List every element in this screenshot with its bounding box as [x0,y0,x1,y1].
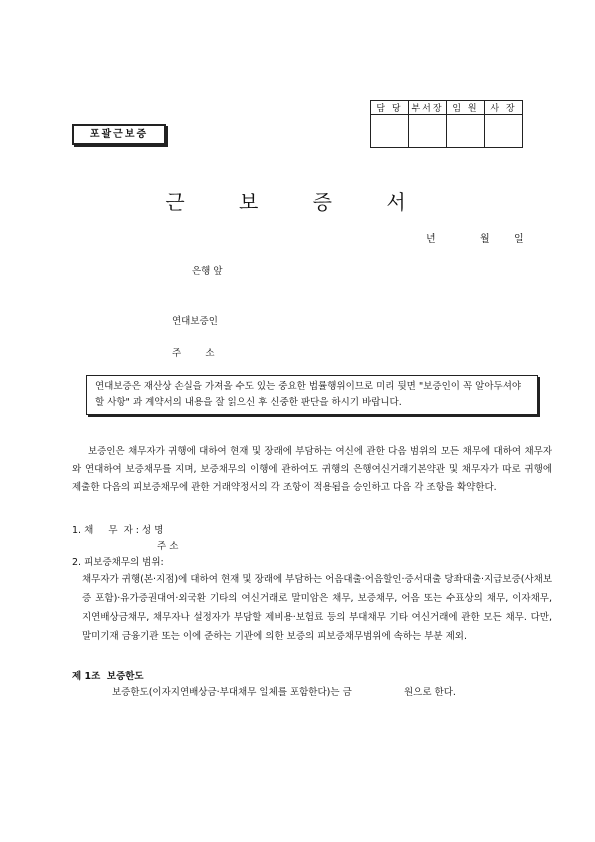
article1-text-after: 원으로 한다. [404,687,456,698]
approval-table [370,100,523,148]
approval-header-staff: 담 당 [371,101,409,115]
bank-addressee: 은행 앞 [192,266,223,277]
item2-label: 2. 피보증채무의 범위: [72,557,164,568]
date-day-label: 일 [514,234,524,245]
approval-sign-president[interactable] [485,115,523,148]
guarantor-label: 연대보증인 [172,316,218,327]
approval-sign-executive[interactable] [447,115,485,148]
approval-sign-manager[interactable] [409,115,447,148]
approval-header-president: 사 장 [485,101,523,115]
item2-text: 채무자가 귀행(본·지점)에 대하여 현재 및 장래에 부담하는 어음대출·어음할인·증서대출 당좌대출·지급보증(사채보증 포함)·유가증권대여·외국환 기타의 여신거래로 말미암은 채무, 보증채무, 어음 또는 수표상의 채무, 이자채무, 지연배상금채무, 채무자나 설정자가 부담할 제비용·보험료 등의 부대채무 기타 여신거래에 관한 모든 채무. 다만, 말미기재 금융기관 또는 이에 준하는 기관에 의한 보증의 피보증채무범위에 속하는 부분 제외. [82,574,552,642]
approval-header-executive: 임 원 [447,101,485,115]
notice-box: 연대보증은 재산상 손실을 가져올 수도 있는 중요한 법률행위이므로 미리 뒷면 "보증인이 꼭 알아두셔야 할 사항" 과 계약서의 내용을 잘 읽으신 후 신중한 판단을 하시기 바랍니다. [86,375,538,415]
article1-heading: 제 1조 보증한도 [72,671,144,682]
address-label: 주 소 [172,348,215,359]
date-month-label: 월 [480,234,490,245]
date-year-label: 년 [426,234,436,245]
approval-header-manager: 부서장 [409,101,447,115]
document-type-badge: 포괄근보증 [72,124,166,145]
item1-address: 주 소 [157,541,179,552]
document-title: 근 보 증 서 [165,190,430,214]
item1-label: 1. 채 무 자 : 성 명 [72,525,164,536]
article1-text-before: 보증한도(이자지연배상금·부대채무 일체를 포함한다)는 금 [112,687,352,698]
intro-paragraph: 보증인은 채무자가 귀행에 대하여 현재 및 장래에 부담하는 여신에 관한 다음 범위의 모든 채무에 대하여 채무자와 연대하여 보증채무를 지며, 보증채무의 이행에 관하여도 귀행의 은행여신거래기본약관 및 채무자가 따로 귀행에 제출한 다음의 피보증채무에 관한 거래약정서의 각 조항이 적용됨을 승인하고 다음 각 조항을 확약한다. [72,446,552,493]
approval-sign-staff[interactable] [371,115,409,148]
